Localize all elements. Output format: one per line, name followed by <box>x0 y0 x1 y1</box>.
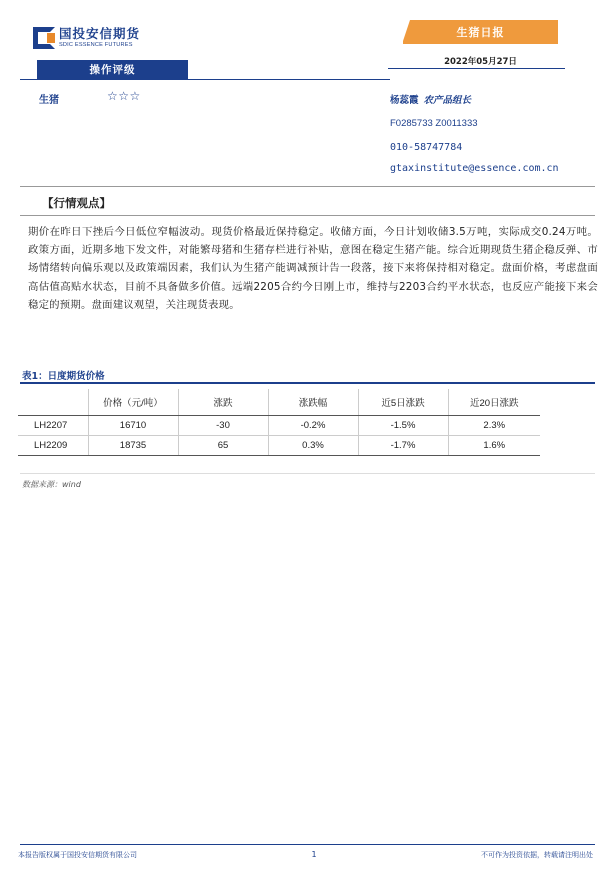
data-source-note: 数据来源：wind <box>22 480 81 489</box>
date-underline <box>388 68 565 69</box>
table-cell: LH2207 <box>18 415 88 435</box>
table-row <box>18 435 540 455</box>
page-number: 1 <box>311 850 317 859</box>
footer-disclaimer: 不可作为投资依据，转载请注明出处 <box>481 851 593 859</box>
source-divider <box>20 473 595 474</box>
table-cell: 65 <box>178 435 268 455</box>
rating-label-bar: 操作评级 <box>37 60 188 79</box>
footer-copyright: 本报告版权属于国投安信期货有限公司 <box>18 851 137 859</box>
analyst-info <box>390 92 471 106</box>
analyst-name: 杨蕊霞 <box>390 95 419 106</box>
table-cell: 18735 <box>88 435 178 455</box>
table-header-cell: 涨跌 <box>178 389 268 415</box>
table-cell: 2.3% <box>448 415 540 435</box>
header-divider <box>20 79 390 80</box>
analyst-email[interactable]: gtaxinstitute@essence.com.cn <box>390 163 559 174</box>
analyst-phone: 010-58747784 <box>390 142 463 153</box>
table-header-cell: 近5日涨跌 <box>358 389 448 415</box>
table-cell: -1.7% <box>358 435 448 455</box>
market-view-paragraph: 期价在昨日下挫后今日低位窄幅波动。现货价格最近保持稳定。收储方面，今日计划收储3.5万吨，实际成交0.24万吨。政策方面，近期多地下发文件，对能繁母猪和生猪存栏进行补贴，意图在稳定生猪产能。综合近期现货生猪企稳反弹、市场情绪转向偏乐观以及政策端因素，我们认为生猪产能调减预计告一段落，接下来将保持相对稳定。盘面价格，考虑盘面高估值高贴水状态，目前不具备做多价值。远端2205合约今日刚上市，维持与2203合约平水状态，也反应产能接下来会稳定的预期。盘面建议观望，关注现货表现。 <box>28 226 598 311</box>
analyst-team: 农产品组长 <box>423 95 472 106</box>
table-cell: 0.3% <box>268 435 358 455</box>
logo-en-text: SDIC ESSENCE FUTURES <box>59 42 133 48</box>
logo-cn-text: 国投安信期货 <box>59 26 141 41</box>
table-header-cell <box>18 389 88 415</box>
table-header-cell: 近20日涨跌 <box>448 389 540 415</box>
table-header-cell: 价格（元/吨） <box>88 389 178 415</box>
table-title: 表1：日度期货价格 <box>22 371 105 382</box>
table-cell: -30 <box>178 415 268 435</box>
company-logo <box>33 27 140 49</box>
table-cell: 1.6% <box>448 435 540 455</box>
report-type-banner: 生猪日报 <box>403 20 558 44</box>
futures-price-table <box>18 389 540 456</box>
commodity-name: 生猪 <box>39 95 59 106</box>
table-cell: LH2209 <box>18 435 88 455</box>
table-header-cell: 涨跌幅 <box>268 389 358 415</box>
table-row <box>18 415 540 435</box>
logo-mark-icon <box>33 27 55 49</box>
table-cell: -0.2% <box>268 415 358 435</box>
report-date: 2022年05月27日 <box>444 57 517 67</box>
analyst-registration: F0285733 Z0011333 <box>390 118 478 129</box>
rating-stars: ☆☆☆ <box>107 89 141 103</box>
table-cell: 16710 <box>88 415 178 435</box>
section-divider <box>20 186 595 187</box>
footer-divider <box>20 844 595 845</box>
section-title-rule <box>20 215 595 216</box>
table-title-rule <box>20 382 595 384</box>
table-cell: -1.5% <box>358 415 448 435</box>
table-header-row <box>18 389 540 415</box>
section-title: 【行情观点】 <box>42 196 111 210</box>
